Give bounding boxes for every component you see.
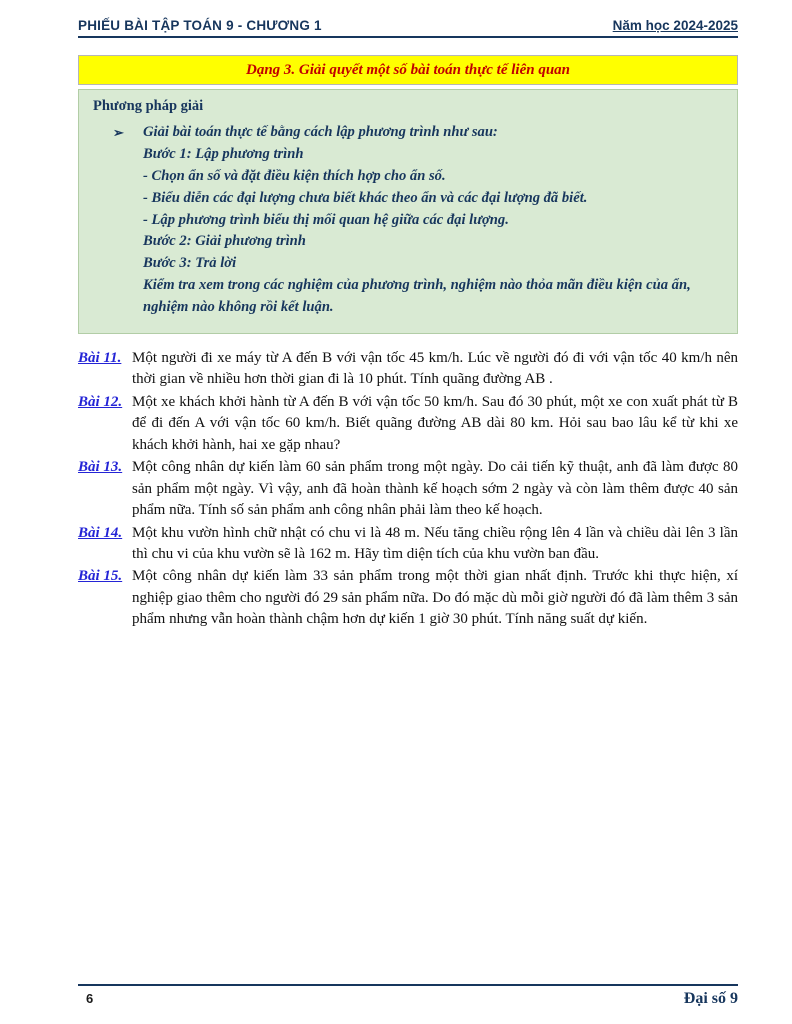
method-line: Bước 1: Lập phương trình: [143, 145, 304, 162]
arrow-bullet-icon: ➢: [113, 125, 124, 140]
problem-item: [78, 566, 738, 630]
method-line: - Lập phương trình biểu thị mối quan hệ giữa các đại lượng.: [143, 211, 509, 228]
method-box: [78, 89, 738, 334]
problem-item: [78, 348, 738, 391]
section-banner: [78, 55, 738, 85]
problem-text: Một người đi xe máy từ A đến B với vận tốc 45 km/h. Lúc về người đó đi với vận tốc 40 km/h nên thời gian về nhiều hơn thời gian đi là 10 phút. Tính quãng đường AB .: [132, 350, 738, 388]
method-line: Bước 3: Trả lời: [143, 255, 237, 272]
page-number: 6: [86, 991, 94, 1006]
problem-label: Bài 15.: [78, 568, 123, 585]
footer-section-label: Đại số 9: [683, 990, 738, 1007]
method-intro-row: [93, 122, 723, 144]
header-school-year: Năm học 2024-2025: [612, 18, 738, 33]
method-line: Kiểm tra xem trong các nghiệm của phương trình, nghiệm nào thỏa mãn điều kiện của ẩn, nghiệm nào không rồi kết luận.: [143, 277, 691, 316]
problem-label: Bài 11.: [78, 350, 122, 367]
page-footer: [78, 984, 738, 1008]
method-intro: Giải bài toán thực tế bằng cách lập phương trình như sau:: [143, 124, 498, 140]
method-line: Bước 2: Giải phương trình: [143, 233, 306, 250]
page-header: [78, 18, 738, 38]
problem-text: Một công nhân dự kiến làm 33 sản phẩm trong một thời gian nhất định. Trước khi thực hiện, xí nghiệp giao thêm cho người đó 29 sản phẩm nữa. Do đó mặc dù mỗi giờ người đó đã làm thêm 3 sản phẩm nhưng vẫn hoàn thành chậm hơn dự kiến 1 giờ 30 phút. Tính năng suất dự kiến.: [132, 568, 739, 628]
problem-item: [78, 392, 738, 456]
method-line: - Biểu diễn các đại lượng chưa biết khác theo ẩn và các đại lượng đã biết.: [143, 189, 588, 206]
page-body-spacer: [78, 632, 738, 984]
problem-label: Bài 12.: [78, 393, 123, 410]
header-title: PHIẾU BÀI TẬP TOÁN 9 - CHƯƠNG 1: [78, 18, 322, 33]
problem-text: Một công nhân dự kiến làm 60 sản phẩm trong một ngày. Do cải tiến kỹ thuật, anh đã làm được 80 sản phẩm một ngày. Vì vậy, anh đã hoàn thành kế hoạch sớm 2 ngày và còn làm thêm được 40 sản phẩm nữa. Tính số sản phẩm anh công nhân phải làm theo kế hoạch.: [132, 459, 738, 519]
problem-text: Một xe khách khởi hành từ A đến B với vận tốc 50 km/h. Sau đó 30 phút, một xe con xuất phát từ B để đi đến A với vận tốc 60 km/h. Biết quãng đường AB dài 80 km. Hỏi sau bao lâu kể từ khi xe khách khởi hành, hai xe gặp nhau?: [132, 393, 738, 453]
problem-item: [78, 457, 738, 521]
section-title: Dạng 3. Giải quyết một số bài toán thực tế liên quan: [245, 62, 571, 78]
problem-label: Bài 13.: [78, 459, 123, 476]
method-heading: Phương pháp giải: [93, 98, 204, 114]
problem-item: [78, 523, 738, 566]
method-lines: [93, 144, 723, 319]
problem-list: [78, 348, 738, 632]
problem-label: Bài 14.: [78, 524, 123, 541]
method-line: - Chọn ẩn số và đặt điều kiện thích hợp cho ẩn số.: [143, 167, 446, 184]
problem-text: Một khu vườn hình chữ nhật có chu vi là 48 m. Nếu tăng chiều rộng lên 4 lần và chiều dài lên 3 lần thì chu vi của khu vườn sẽ là 162 m. Hãy tìm diện tích của khu vườn ban đầu.: [132, 524, 738, 562]
